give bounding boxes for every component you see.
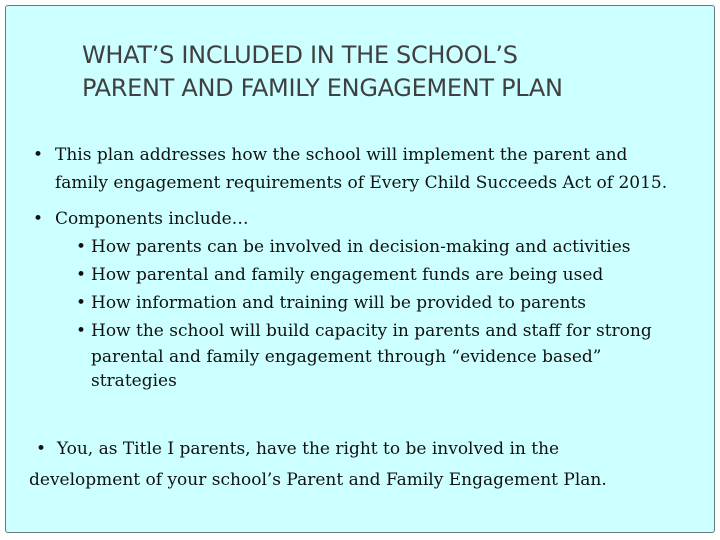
bullet-plan-overview xyxy=(26,141,701,197)
bullet-dot: • xyxy=(33,145,44,165)
sub-bullet-text: How parents can be involved in decision-making and activities xyxy=(91,237,631,257)
sub-bullet-text-continued: parental and family engagement through “evidence based” xyxy=(91,347,602,367)
bullet-line xyxy=(36,434,706,465)
title-line: PARENT AND FAMILY ENGAGEMENT PLAN xyxy=(82,74,563,102)
sub-bullet-text: How the school will build capacity in parents and staff for strong xyxy=(91,321,652,341)
bullet-line xyxy=(26,141,701,169)
bullet-parent-rights xyxy=(29,434,706,496)
bullet-text-continued: family engagement requirements of Every Child Succeeds Act of 2015. xyxy=(55,173,668,193)
bullet-text: Components include… xyxy=(55,209,249,229)
sub-bullet-item xyxy=(64,289,704,317)
sub-bullet-text: How parental and family engagement funds are being used xyxy=(91,265,604,285)
title-line: WHAT’S INCLUDED IN THE SCHOOL’S xyxy=(82,41,518,69)
sub-bullet-item xyxy=(64,233,704,261)
bullet-text-continued: development of your school’s Parent and Family Engagement Plan. xyxy=(29,470,607,490)
sub-bullet-text-continued: strategies xyxy=(91,371,177,391)
sub-bullet-text: How information and training will be provided to parents xyxy=(91,293,586,313)
bullet-dot: • xyxy=(36,439,47,459)
sub-bullet-dot: • xyxy=(76,237,87,257)
slide xyxy=(5,5,715,533)
sub-bullet-line xyxy=(64,317,704,345)
bullet-dot: • xyxy=(33,209,44,229)
bullet-text: You, as Title I parents, have the right to be involved in the xyxy=(56,439,560,459)
sub-bullet-dot: • xyxy=(76,265,87,285)
bullet-components xyxy=(26,205,701,233)
sub-bullet-item xyxy=(64,261,704,289)
sub-bullet-dot: • xyxy=(76,321,87,341)
sub-bullet-item xyxy=(64,317,704,393)
slide-title xyxy=(82,39,702,105)
sub-bullet-dot: • xyxy=(76,293,87,313)
bullet-text: This plan addresses how the school will implement the parent and xyxy=(55,145,628,165)
components-sub-list xyxy=(64,233,704,393)
